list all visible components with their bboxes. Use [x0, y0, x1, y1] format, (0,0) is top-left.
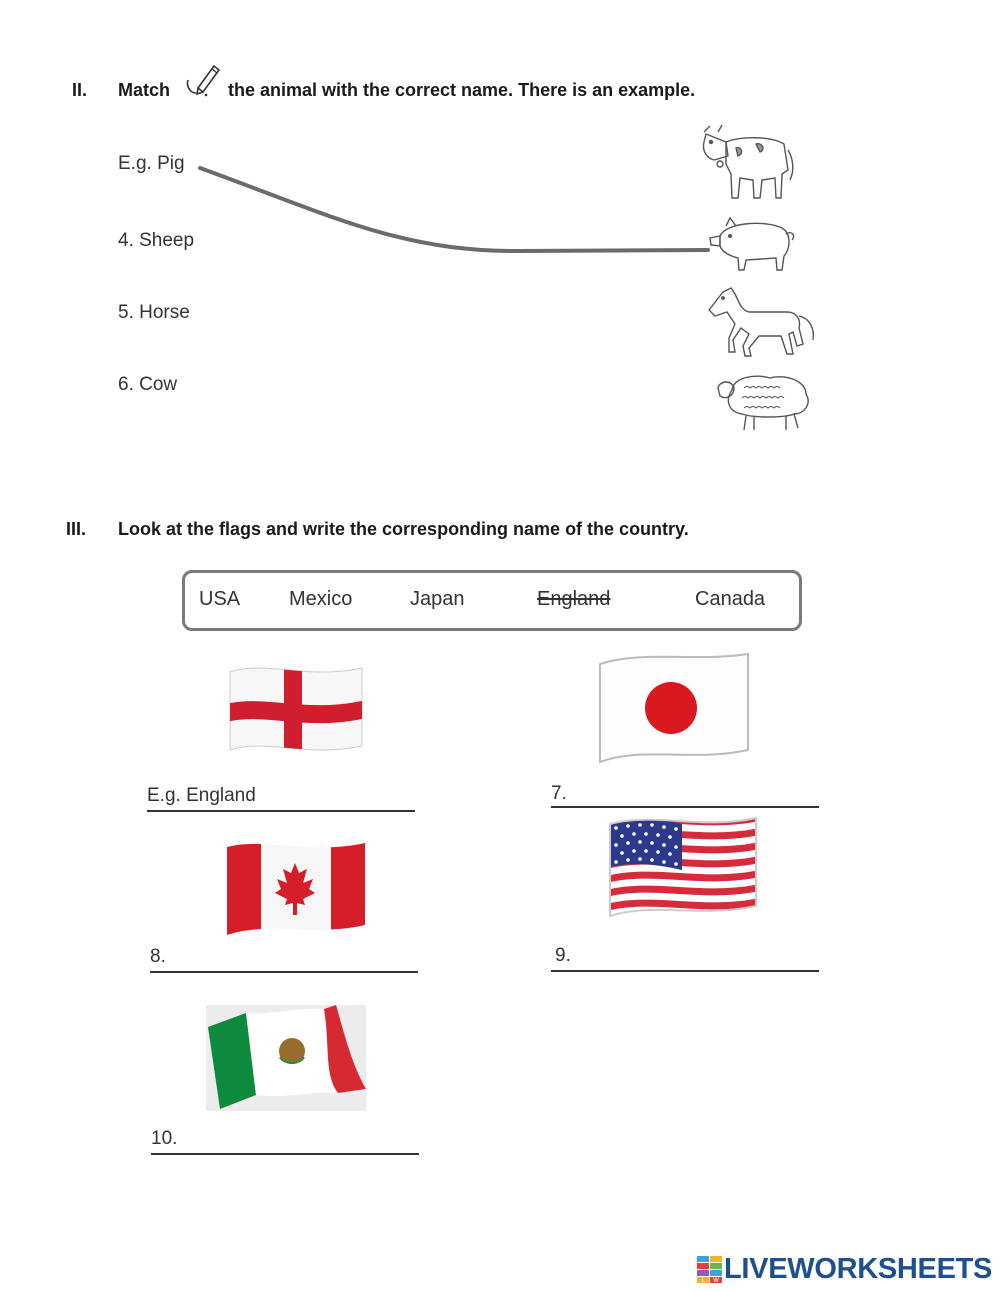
section3-number: III. — [66, 519, 87, 539]
usa-flag — [606, 812, 760, 922]
answer-usa-line[interactable] — [551, 970, 819, 972]
mexico-flag — [206, 1005, 366, 1111]
match-item-5: 5. Horse — [118, 302, 190, 323]
answer-england-line — [147, 810, 415, 812]
liveworksheets-brand: LIVEWORKSHEETS — [724, 1253, 993, 1285]
match-item-example: E.g. Pig — [118, 153, 185, 174]
section2-number: II. — [72, 80, 88, 100]
answer-japan-line[interactable] — [551, 806, 819, 808]
canada-flag — [223, 837, 369, 941]
section3-title: Look at the flags and write the corresponding name of the country. — [118, 519, 689, 539]
section2-title-match: Match — [118, 80, 171, 100]
pig-icon — [706, 212, 802, 276]
word-bank-england: England — [537, 588, 611, 610]
japan-flag — [594, 650, 756, 768]
answer-mexico-line[interactable] — [151, 1153, 419, 1155]
answer-mexico-label: 10. — [151, 1128, 178, 1149]
word-bank-mexico: Mexico — [289, 588, 353, 610]
answer-canada-line[interactable] — [150, 971, 418, 973]
word-bank-usa: USA — [199, 588, 241, 610]
word-bank-japan: Japan — [410, 588, 465, 610]
answer-canada-label: 8. — [150, 946, 166, 967]
horse-icon — [705, 284, 819, 360]
match-item-6: 6. Cow — [118, 374, 178, 395]
section2-title-rest: the animal with the correct name. There is an example. — [228, 80, 696, 100]
logo-letter-w: W — [713, 1277, 719, 1284]
answer-usa-label: 9. — [555, 945, 571, 966]
match-item-4: 4. Sheep — [118, 230, 195, 251]
example-match-line — [0, 0, 760, 300]
answer-japan-label: 7. — [551, 783, 567, 804]
answer-england-label: E.g. England — [147, 785, 256, 806]
cow-icon — [696, 120, 796, 204]
sheep-icon — [714, 370, 814, 434]
liveworksheets-logo-icon — [697, 1256, 723, 1284]
word-bank-canada: Canada — [695, 588, 766, 610]
england-flag — [226, 660, 366, 760]
logo-letter-l: L — [701, 1277, 705, 1284]
